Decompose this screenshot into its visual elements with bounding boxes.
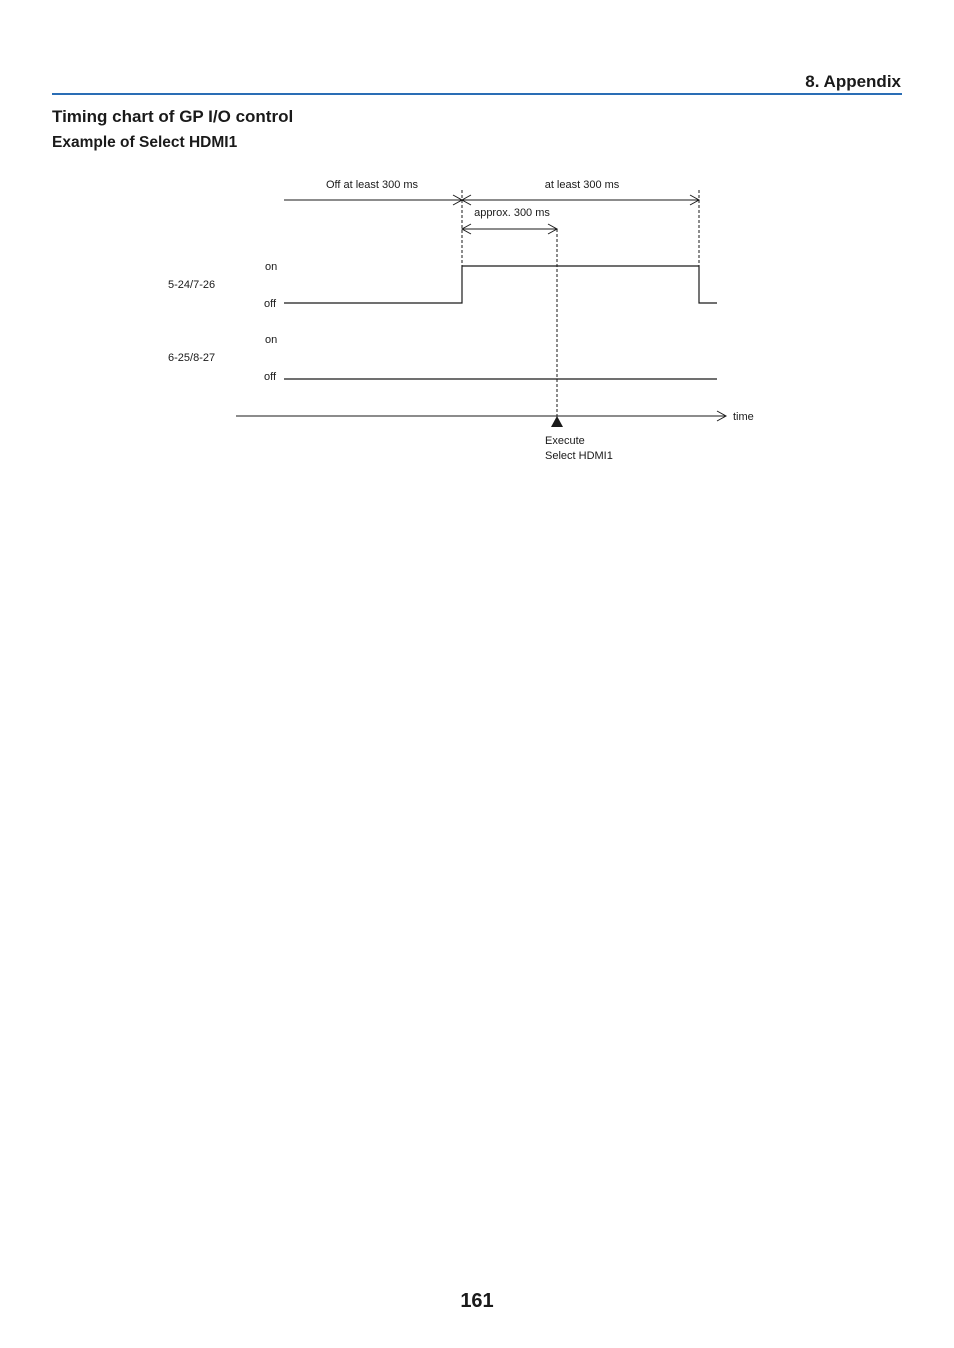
execute-marker-icon <box>551 416 563 427</box>
signal-b-name: 6-25/8-27 <box>168 352 216 364</box>
execute-label-line2: Select HDMI1 <box>545 450 613 462</box>
signal-b-on-label: on <box>265 334 278 346</box>
signal-a-on-label: on <box>265 261 278 273</box>
approx-duration-label: approx. 300 ms <box>474 207 550 219</box>
time-axis-label: time <box>733 411 754 423</box>
page-title: Timing chart of GP I/O control <box>52 107 294 126</box>
signal-a-waveform <box>284 266 717 303</box>
off-duration-label: Off at least 300 ms <box>325 179 419 191</box>
page-number: 161 <box>460 1290 494 1312</box>
page-subtitle: Example of Select HDMI1 <box>52 134 238 151</box>
timing-chart <box>0 0 954 480</box>
execute-label-line1: Execute <box>545 435 585 447</box>
signal-a-off-label: off <box>264 298 277 310</box>
header-section-title: 8. Appendix <box>805 72 901 91</box>
signal-b-off-label: off <box>264 371 277 383</box>
signal-a-name: 5-24/7-26 <box>168 279 216 291</box>
on-duration-label: at least 300 ms <box>544 179 620 191</box>
